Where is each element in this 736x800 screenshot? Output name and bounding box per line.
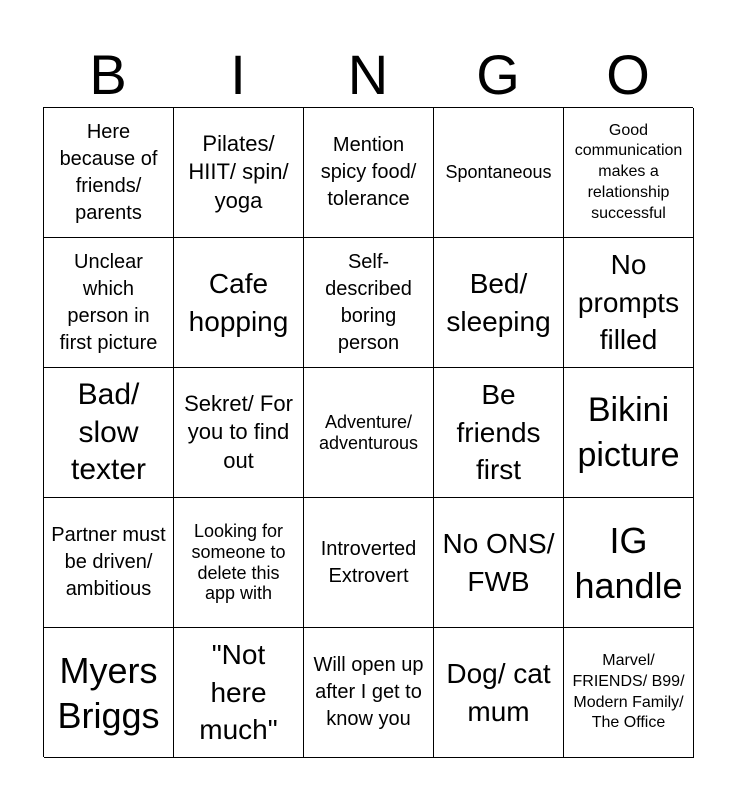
bingo-cell[interactable]: Bad/ slow texter [44,368,174,498]
bingo-cell[interactable]: Marvel/ FRIENDS/ B99/ Modern Family/ The Office [564,628,694,758]
bingo-cell[interactable]: No ONS/ FWB [434,498,564,628]
bingo-cell[interactable]: Myers Briggs [44,628,174,758]
bingo-cell[interactable]: Adventure/ adventurous [304,368,434,498]
bingo-cell[interactable]: Spontaneous [434,108,564,238]
bingo-cell[interactable]: Introverted Extrovert [304,498,434,628]
bingo-cell[interactable]: Good communication makes a relationship successful [564,108,694,238]
bingo-cell[interactable]: Pilates/ HIIT/ spin/ yoga [174,108,304,238]
header-letter-i: I [230,43,246,106]
bingo-cell[interactable]: Dog/ cat mum [434,628,564,758]
bingo-cell[interactable]: IG handle [564,498,694,628]
bingo-cell[interactable]: "Not here much" [174,628,304,758]
bingo-cell[interactable]: Cafe hopping [174,238,304,368]
bingo-cell[interactable]: Bed/ sleeping [434,238,564,368]
header-letter-n: N [347,43,389,106]
bingo-cell[interactable]: Be friends first [434,368,564,498]
bingo-grid [43,107,693,757]
bingo-cell[interactable]: Looking for someone to delete this app with [174,498,304,628]
bingo-header [43,42,693,108]
bingo-cell[interactable]: Unclear which person in first picture [44,238,174,368]
bingo-cell[interactable]: Here because of friends/ parents [44,108,174,238]
bingo-cell[interactable]: Mention spicy food/ tolerance [304,108,434,238]
bingo-cell[interactable]: Self-described boring person [304,238,434,368]
bingo-cell[interactable]: Partner must be driven/ ambitious [44,498,174,628]
header-letter-b: B [89,43,127,106]
bingo-cell[interactable]: Bikini picture [564,368,694,498]
header-letter-g: G [476,43,520,106]
bingo-cell[interactable]: Sekret/ For you to find out [174,368,304,498]
bingo-cell[interactable]: Will open up after I get to know you [304,628,434,758]
bingo-cell[interactable]: No prompts filled [564,238,694,368]
header-letter-o: O [606,43,650,106]
